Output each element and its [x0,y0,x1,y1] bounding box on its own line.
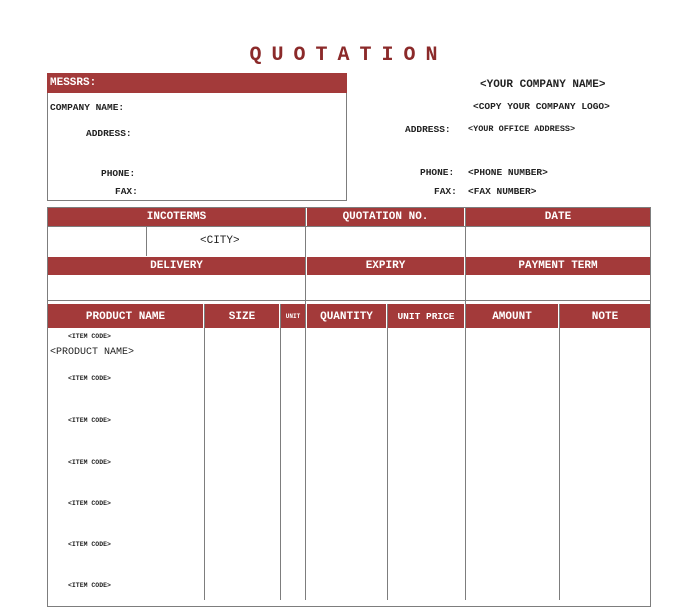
grid-line [48,226,650,227]
col-size: SIZE [205,304,279,328]
company-logo-placeholder: <COPY YOUR COMPANY LOGO> [473,101,610,112]
col-product-name: PRODUCT NAME [48,304,203,328]
company-address: <YOUR OFFICE ADDRESS> [468,124,576,134]
city-field[interactable]: <CITY> [200,235,240,247]
grid-line [146,226,147,256]
item-code: <ITEM CODE> [68,500,111,507]
messrs-header: MESSRS: [47,73,347,93]
item-code: <ITEM CODE> [68,582,111,589]
item-code: <ITEM CODE> [68,541,111,548]
grid-line [465,207,466,600]
messrs-company-label: COMPANY NAME: [50,102,125,113]
delivery-header: DELIVERY [48,257,305,275]
product-name: <PRODUCT NAME> [50,347,135,358]
company-phone-label: PHONE: [420,167,455,178]
grid-line [48,300,650,301]
date-header: DATE [466,208,650,226]
messrs-fax-label: FAX: [115,186,138,197]
grid-line [204,304,205,600]
expiry-header: EXPIRY [307,257,464,275]
grid-line [559,304,560,600]
incoterms-header: INCOTERMS [48,208,305,226]
item-code: <ITEM CODE> [68,375,111,382]
company-address-label: ADDRESS: [405,124,451,135]
item-code: <ITEM CODE> [68,417,111,424]
col-unit: UNIT [281,304,305,328]
grid-line [387,304,388,600]
company-phone: <PHONE NUMBER> [468,167,548,178]
messrs-phone-label: PHONE: [101,168,136,179]
messrs-address-label: ADDRESS: [86,128,132,139]
col-unit-price: UNIT PRICE [388,304,464,328]
item-code: <ITEM CODE> [68,333,111,340]
col-amount: AMOUNT [466,304,558,328]
page-title: QUOTATION [249,44,448,67]
grid-line [305,207,306,600]
quotation-no-header: QUOTATION NO. [307,208,464,226]
company-fax: <FAX NUMBER> [468,186,537,197]
payment-term-header: PAYMENT TERM [466,257,650,275]
company-fax-label: FAX: [434,186,457,197]
grid-line [280,304,281,600]
company-name: <YOUR COMPANY NAME> [480,79,606,91]
col-quantity: QUANTITY [307,304,386,328]
item-code: <ITEM CODE> [68,459,111,466]
col-note: NOTE [560,304,650,328]
